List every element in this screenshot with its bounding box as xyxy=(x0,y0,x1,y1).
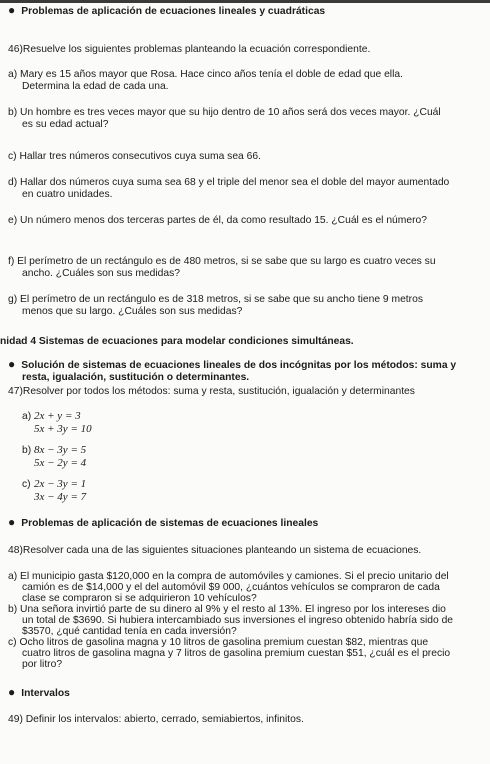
problem-48a: a) El municipio gasta $120,000 en la compra de automóviles y camiones. Si el precio unitario del camión es de $14,000 y el del automóvil $9 000, ¿cuántos vehículos se compraron de cada clase se compraron si se adquirieron 10 vehículos? xyxy=(8,571,449,604)
problem-46c: c) Hallar tres números consecutivos cuya suma sea 66. xyxy=(8,151,261,162)
problem-46f: f) El perímetro de un rectángulo es de 480 metros, si se sabe que su largo es cuatro veces su ancho. ¿Cuáles son sus medidas? xyxy=(8,256,436,279)
system-47a: a) 2x + y = 3 5x + 3y = 10 xyxy=(22,410,92,435)
bullet-icon: ● xyxy=(8,515,16,529)
equation: 3x − 4y = 7 xyxy=(34,491,87,503)
problem-46e: e) Un número menos dos terceras partes de él, da como resultado 15. ¿Cuál es el número? xyxy=(8,215,427,226)
problem-48b: b) Una señora invirtió parte de su dinero al 9% y el resto al 13%. El ingreso por los intereses dio un total de $3690. Si hubiera intercambiado sus inversiones el ingreso obtenido habría sido de $3570, ¿qué cantidad tenía en cada inversión? xyxy=(8,604,454,637)
equation: 5x + 3y = 10 xyxy=(34,423,92,435)
heading-problemas-sistemas: ● Problemas de aplicación de sistemas de ecuaciones lineales xyxy=(8,515,319,529)
problem-46g: g) El perímetro de un rectángulo es de 318 metros, si se sabe que su ancho tiene 9 metros menos que su largo. ¿Cuáles son sus medidas? xyxy=(8,294,423,317)
problem-49: 49) Definir los intervalos: abierto, cerrado, semiabiertos, infinitos. xyxy=(8,714,304,725)
problem-46d: d) Hallar dos números cuya suma sea 68 y el triple del menor sea el doble del mayor aumentado en cuatro unidades. xyxy=(8,177,450,200)
top-border xyxy=(0,0,490,3)
equation: 8x − 3y = 5 xyxy=(34,444,87,456)
heading-ecuaciones-lineales-cuadraticas: ● Problemas de aplicación de ecuaciones lineales y cuadráticas xyxy=(8,3,326,17)
heading-intervalos: ● Intervalos xyxy=(8,685,70,699)
problem-46-intro: 46)Resuelve los siguientes problemas planteando la ecuación correspondiente. xyxy=(8,44,371,55)
bullet-icon: ● xyxy=(8,357,16,371)
problem-48c: c) Ocho litros de gasolina magna y 10 litros de gasolina premium cuestan $82, mientras que cuatro litros de gasolina magna y 7 litros de gasolina premium cuestan $51, ¿cuál es el precio por litro? xyxy=(8,637,451,670)
problem-46b: b) Un hombre es tres veces mayor que su hijo dentro de 10 años será dos veces mayor. ¿Cuál es su edad actual? xyxy=(8,107,441,130)
bullet-icon: ● xyxy=(8,3,16,17)
system-47c: c) 2x − 3y = 1 3x − 4y = 7 xyxy=(22,478,87,503)
system-47b: b) 8x − 3y = 5 5x − 2y = 4 xyxy=(22,444,87,469)
equation: 5x − 2y = 4 xyxy=(34,457,87,469)
heading-solucion-sistemas: ● Solución de sistemas de ecuaciones lineales de dos incógnitas por los métodos: suma y resta, igualación, sustitución o determinantes. xyxy=(8,357,457,383)
problem-46a: a) Mary es 15 años mayor que Rosa. Hace cinco años tenía el doble de edad que ella. Determina la edad de cada una. xyxy=(8,69,403,92)
unit-4-heading: nidad 4 Sistemas de ecuaciones para modelar condiciones simultáneas. xyxy=(0,336,354,347)
problem-47-intro: 47)Resolver por todos los métodos: suma y resta, sustitución, igualación y determinantes xyxy=(8,386,415,397)
equation: 2x + y = 3 xyxy=(34,410,81,422)
equation: 2x − 3y = 1 xyxy=(34,478,87,490)
bullet-icon: ● xyxy=(8,685,16,699)
problem-48-intro: 48)Resolver cada una de las siguientes situaciones planteando un sistema de ecuaciones. xyxy=(8,545,422,556)
